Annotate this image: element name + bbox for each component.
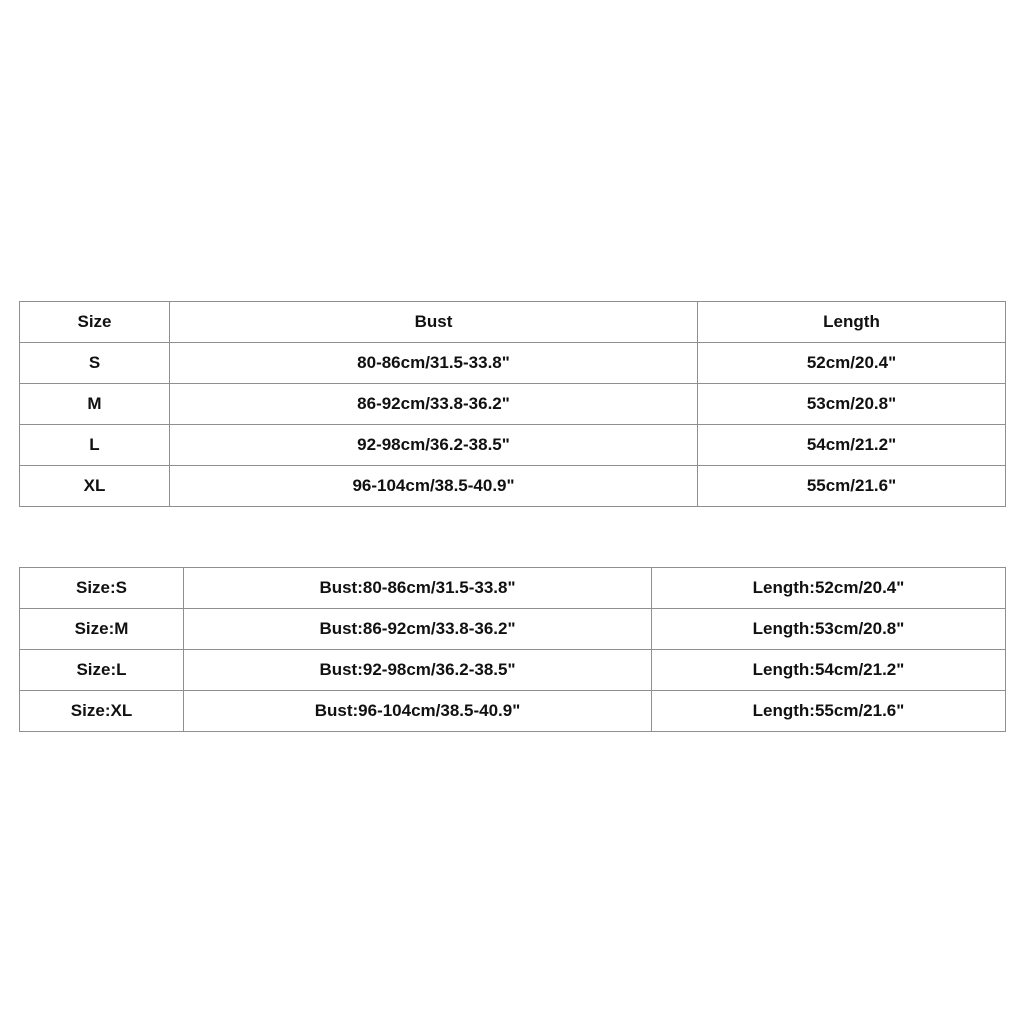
table-header-row [20, 302, 1006, 343]
cell-bust: Bust:86-92cm/33.8-36.2" [184, 609, 652, 650]
cell-bust: Bust:96-104cm/38.5-40.9" [184, 691, 652, 732]
cell-size: S [20, 343, 170, 384]
labeled-size-table [19, 567, 1006, 732]
table-row [20, 466, 1006, 507]
cell-length: Length:55cm/21.6" [652, 691, 1006, 732]
cell-bust: 96-104cm/38.5-40.9" [170, 466, 698, 507]
cell-length: 55cm/21.6" [698, 466, 1006, 507]
cell-size: L [20, 425, 170, 466]
cell-size: Size:S [20, 568, 184, 609]
cell-length: 54cm/21.2" [698, 425, 1006, 466]
cell-length: Length:52cm/20.4" [652, 568, 1006, 609]
table-row [20, 425, 1006, 466]
header-size: Size [20, 302, 170, 343]
cell-size: Size:XL [20, 691, 184, 732]
cell-bust: 86-92cm/33.8-36.2" [170, 384, 698, 425]
header-bust: Bust [170, 302, 698, 343]
table-row [20, 568, 1006, 609]
table-row [20, 650, 1006, 691]
cell-bust: 92-98cm/36.2-38.5" [170, 425, 698, 466]
size-chart-table [19, 301, 1006, 507]
cell-length: 53cm/20.8" [698, 384, 1006, 425]
cell-size: Size:M [20, 609, 184, 650]
table-row [20, 343, 1006, 384]
cell-length: Length:54cm/21.2" [652, 650, 1006, 691]
cell-bust: Bust:92-98cm/36.2-38.5" [184, 650, 652, 691]
table-row [20, 384, 1006, 425]
header-length: Length [698, 302, 1006, 343]
cell-length: Length:53cm/20.8" [652, 609, 1006, 650]
table-row [20, 691, 1006, 732]
cell-size: XL [20, 466, 170, 507]
cell-size: Size:L [20, 650, 184, 691]
table-row [20, 609, 1006, 650]
cell-length: 52cm/20.4" [698, 343, 1006, 384]
cell-bust: Bust:80-86cm/31.5-33.8" [184, 568, 652, 609]
cell-bust: 80-86cm/31.5-33.8" [170, 343, 698, 384]
cell-size: M [20, 384, 170, 425]
